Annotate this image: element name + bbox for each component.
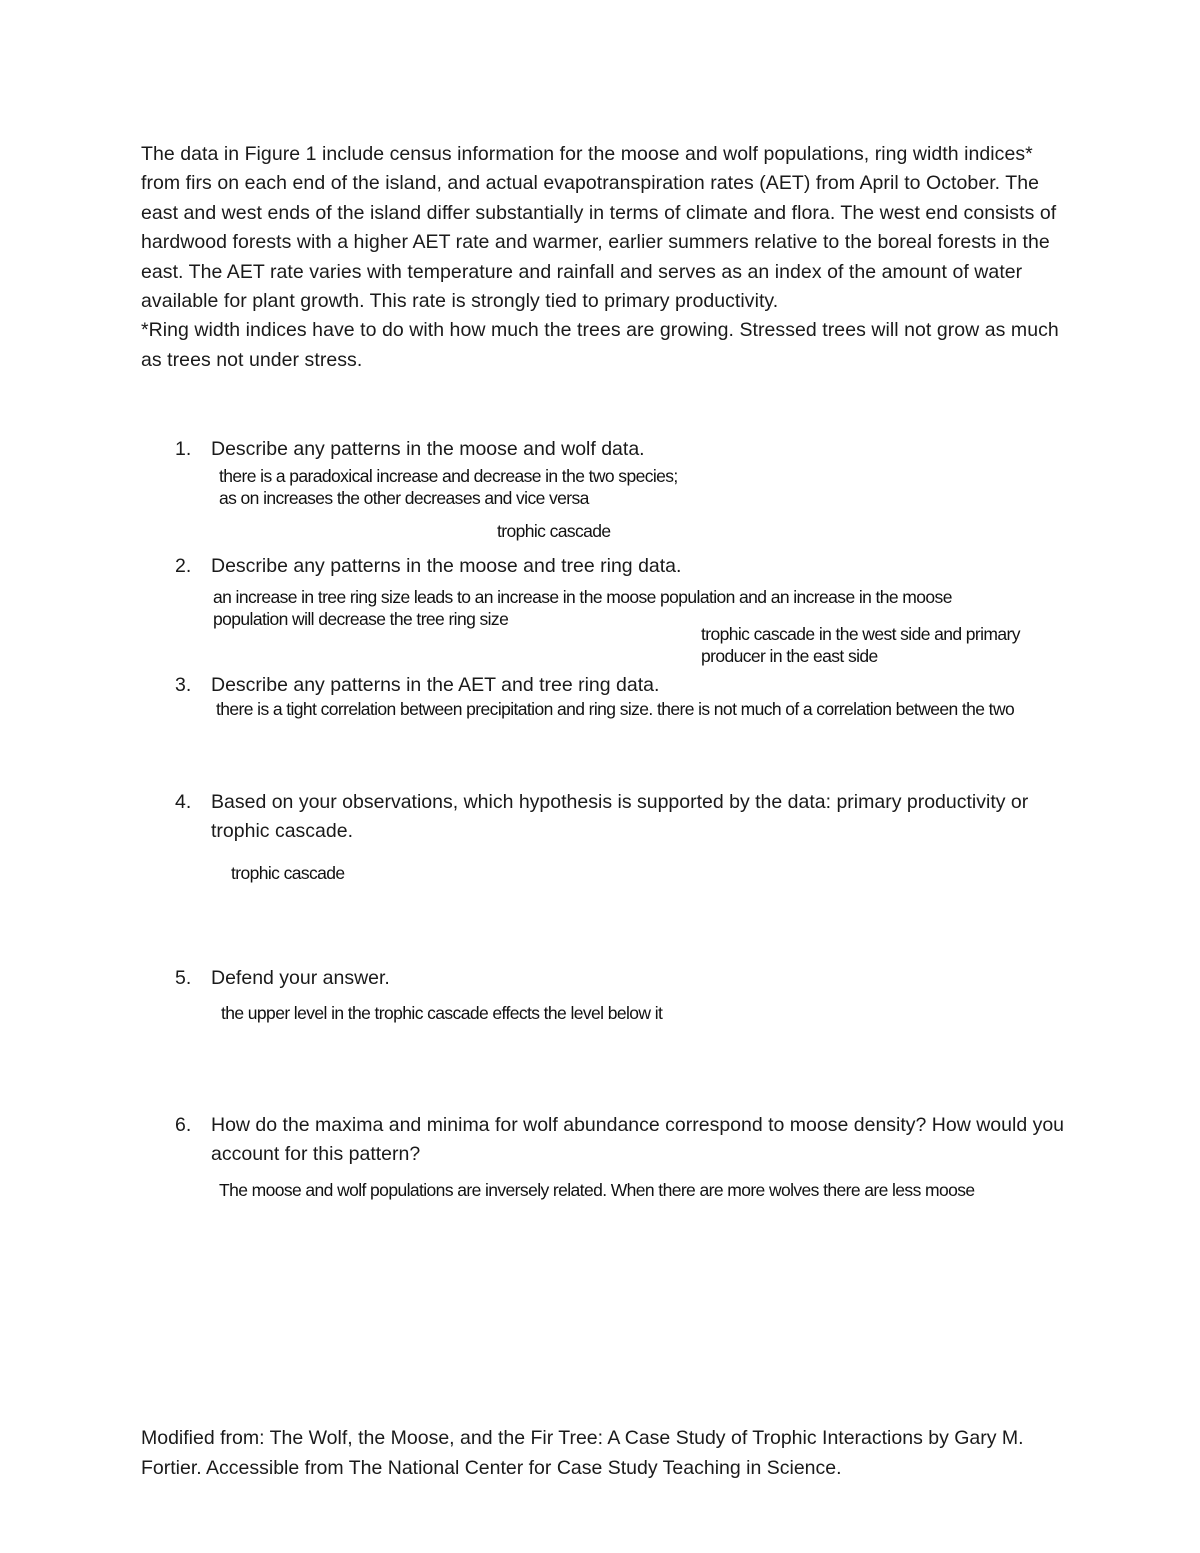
question-number: 5. [175, 967, 192, 989]
intro-section [141, 140, 1071, 375]
question-text: How do the maxima and minima for wolf abundance correspond to moose density? How would you account for this pattern? [211, 1114, 1065, 1166]
question-5 [175, 964, 1065, 993]
question-number: 4. [175, 791, 192, 813]
question-text: Describe any patterns in the moose and tree ring data. [211, 555, 682, 577]
question-text: Defend your answer. [211, 967, 390, 989]
question-2 [175, 552, 1065, 581]
answer-1a: there is a paradoxical increase and decrease in the two species; as on increases the other decreases and vice versa [219, 466, 678, 508]
question-text: Based on your observations, which hypothesis is supported by the data: primary productivity or trophic cascade. [211, 791, 1029, 843]
answer-4: trophic cascade [231, 863, 345, 883]
question-text: Describe any patterns in the moose and wolf data. [211, 438, 645, 460]
question-number: 3. [175, 674, 192, 696]
question-6 [175, 1111, 1065, 1170]
question-1 [175, 435, 1065, 464]
question-number: 2. [175, 555, 192, 577]
answer-2b: trophic cascade in the west side and primary producer in the east side [701, 624, 1020, 666]
footer-citation: Modified from: The Wolf, the Moose, and the Fir Tree: A Case Study of Trophic Interactions by Gary M. Fortier. Accessible from The National Center for Case Study Teaching in Science. [141, 1427, 1024, 1479]
question-number: 1. [175, 438, 192, 460]
question-3 [175, 671, 1065, 700]
answer-3: there is a tight correlation between precipitation and ring size. there is not much of a correlation between the two [216, 699, 1015, 719]
question-4 [175, 788, 1065, 847]
answer-6: The moose and wolf populations are inversely related. When there are more wolves there are less moose [219, 1180, 975, 1200]
answer-5: the upper level in the trophic cascade effects the level below it [221, 1003, 663, 1023]
answer-2a: an increase in tree ring size leads to an increase in the moose population and an increase in the moose population will decrease the tree ring size [213, 587, 952, 629]
answer-1b: trophic cascade [497, 521, 611, 541]
question-number: 6. [175, 1114, 192, 1136]
intro-footnote: *Ring width indices have to do with how much the trees are growing. Stressed trees will not grow as much as trees not under stress. [141, 319, 1059, 371]
question-text: Describe any patterns in the AET and tree ring data. [211, 674, 660, 696]
intro-paragraph: The data in Figure 1 include census information for the moose and wolf populations, ring width indices* from firs on each end of the island, and actual evapotranspiration rates (AET) from April to October. The east and west ends of the island differ substantially in terms of climate and flora. The west end consists of hardwood forests with a higher AET rate and warmer, earlier summers relative to the boreal forests in the east. The AET rate varies with temperature and rainfall and serves as an index of the amount of water available for plant growth. This rate is strongly tied to primary productivity. [141, 143, 1057, 313]
